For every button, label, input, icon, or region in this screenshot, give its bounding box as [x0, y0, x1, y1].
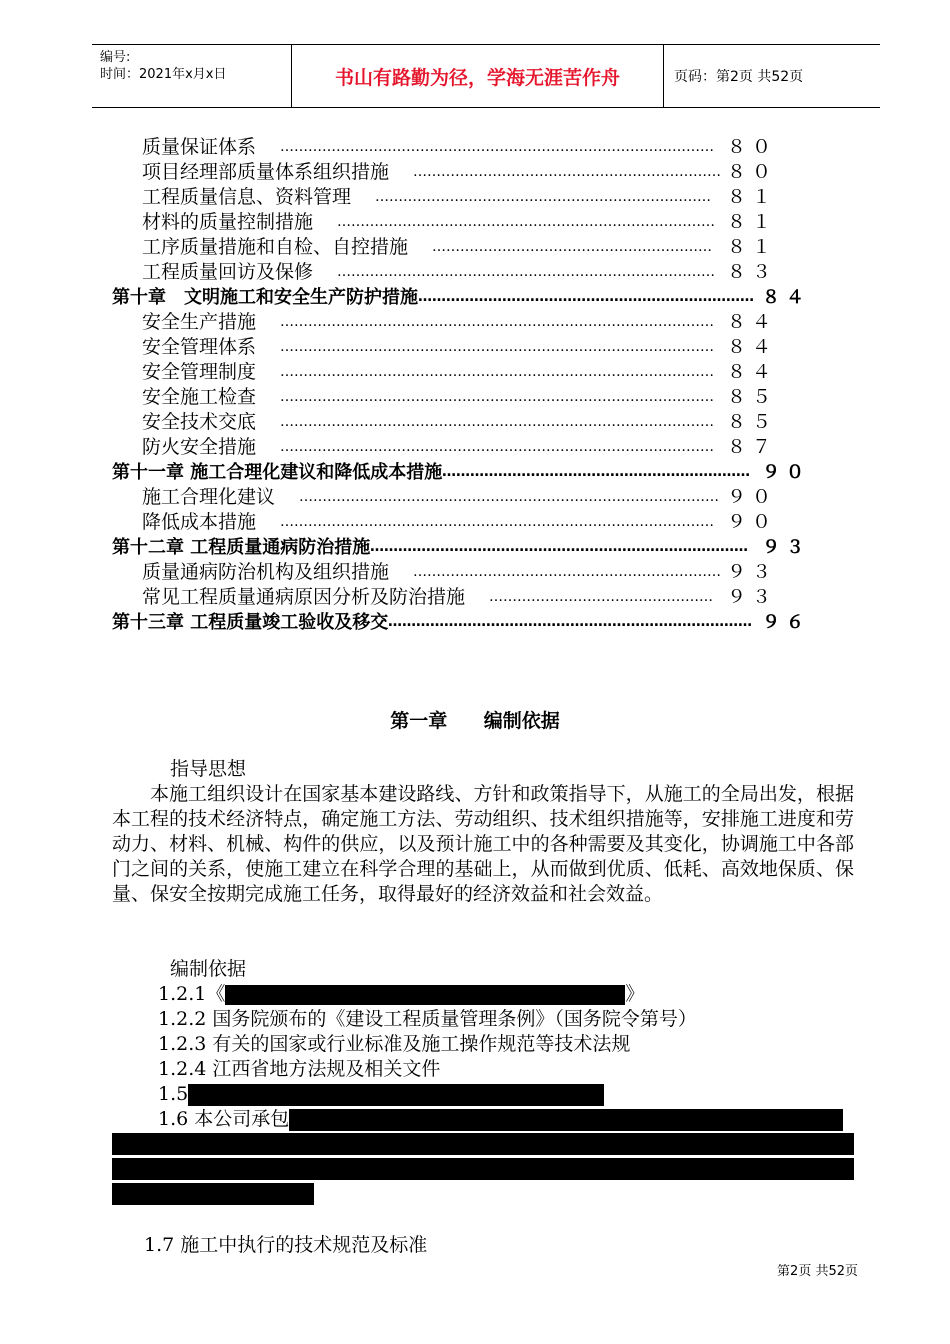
chapter-title: 第一章 编制依据 [390, 710, 560, 732]
toc-entry-page: ８１ [727, 186, 778, 208]
toc-entry [112, 510, 832, 535]
redaction-block [112, 1183, 314, 1205]
toc-entry [112, 260, 832, 285]
toc-entry [112, 285, 832, 310]
toc-leader-dots: ………………………………………………………………………………… [280, 139, 714, 155]
toc-entry-page: ９６ [762, 612, 810, 633]
header-motto: 书山有路勤为径，学海无涯苦作舟 [292, 45, 664, 107]
guiding-heading [112, 757, 854, 782]
basis-item-6 [112, 1107, 854, 1132]
page-header [92, 44, 880, 108]
toc-entry-page: ８４ [727, 311, 778, 333]
toc-leader-dots: ……………………………………………………………… [418, 289, 754, 305]
table-of-contents [112, 135, 832, 635]
toc-entry [112, 585, 832, 610]
basis-item-7: 1.7 施工中执行的技术规范及标准 [144, 1234, 428, 1256]
toc-entry-page: ９０ [727, 511, 778, 533]
basis-heading-text: 编制依据 [170, 958, 247, 980]
toc-entry-page: ８３ [727, 261, 778, 283]
toc-entry [112, 210, 832, 235]
toc-leader-dots: ………………………………………………………… [442, 464, 750, 480]
toc-entry-page: ８４ [727, 336, 778, 358]
toc-entry [112, 485, 832, 510]
time-label: 时间：2021年x月x日 [100, 67, 227, 82]
toc-entry-title: 第十三章 工程质量竣工验收及移交 [112, 612, 389, 633]
toc-entry [112, 435, 832, 460]
basis-item-1 [112, 982, 854, 1007]
toc-leader-dots: ………………………………………………………………………………… [280, 339, 714, 355]
page-footer: 第2页 共52页 [777, 1264, 858, 1279]
toc-entry-title: 项目经理部质量体系组织措施 [142, 161, 390, 183]
toc-entry [112, 560, 832, 585]
toc-entry-title: 常见工程质量通病原因分析及防治措施 [142, 586, 466, 608]
toc-entry-page: ９０ [762, 462, 810, 483]
basis-item-6-prefix: 1.6 本公司承包 [158, 1108, 290, 1130]
toc-entry [112, 610, 832, 635]
toc-entry [112, 385, 832, 410]
toc-leader-dots: ………………………………………………………………………………… [280, 364, 714, 380]
basis-item-4: 1.2.4 江西省地方法规及相关文件 [158, 1058, 441, 1080]
toc-entry-page: ９３ [727, 586, 778, 608]
toc-leader-dots: …………………………………………………………………… [388, 614, 752, 630]
toc-entry-title: 施工合理化建议 [142, 486, 276, 508]
toc-entry-page: ８１ [727, 211, 778, 233]
basis-item-2: 1.2.2 国务院颁布的《建设工程质量管理条例》（国务院令第号） [158, 1008, 697, 1030]
toc-entry-page: ８５ [727, 386, 778, 408]
toc-leader-dots: ……………………………………………………………………… [337, 264, 715, 280]
toc-leader-dots: ………………………………………………………………………………… [280, 389, 714, 405]
toc-entry-page: ８１ [727, 236, 778, 258]
guiding-paragraph: 本施工组织设计在国家基本建设路线、方针和政策指导下，从施工的全局出发，根据本工程的技术经济特点，确定施工方法、劳动组织、技术组织措施等，安排施工进度和劳动力、材料、机械、构件的供应，以及预计施工中的各种需要及其变化，协调施工中各部门之间的关系，使施工建立在科学合理的基础上，从而做到优质、低耗、高效地保质、保量、保安全按期完成施工任务，取得最好的经济效益和社会效益。 [112, 783, 854, 905]
toc-entry-title: 降低成本措施 [142, 511, 257, 533]
toc-leader-dots: ……………………………………………………………………… [370, 539, 748, 555]
toc-entry-page: ９３ [762, 537, 810, 558]
toc-entry-page: ８４ [762, 287, 810, 308]
redaction-block [289, 1109, 843, 1131]
redaction-block [225, 985, 625, 1005]
redaction-block [112, 1133, 854, 1155]
toc-entry-title: 第十二章 工程质量通病防治措施 [112, 537, 371, 558]
toc-entry-title: 第十一章 施工合理化建议和降低成本措施 [112, 462, 443, 483]
header-meta [92, 45, 292, 107]
toc-leader-dots: ………………………………………… [489, 589, 713, 605]
toc-entry-title: 安全管理体系 [142, 336, 257, 358]
toc-entry-page: ８４ [727, 361, 778, 383]
redaction-block [188, 1084, 604, 1106]
toc-entry-title: 防火安全措施 [142, 436, 257, 458]
toc-entry-title: 第十章 文明施工和安全生产防护措施 [112, 287, 418, 308]
toc-entry-title: 安全生产措施 [142, 311, 257, 333]
toc-entry-title: 质量通病防治机构及组织措施 [142, 561, 390, 583]
toc-leader-dots: ………………………………………………………………………………… [280, 514, 714, 530]
number-label: 编号: [100, 50, 131, 65]
toc-entry [112, 310, 832, 335]
toc-entry [112, 185, 832, 210]
header-page-info: 页码：第2页 共52页 [674, 69, 804, 85]
toc-entry-title: 工序质量措施和自检、自控措施 [142, 236, 409, 258]
toc-leader-dots: ………………………………………………………… [413, 564, 721, 580]
toc-entry-title: 工程质量信息、资料管理 [142, 186, 352, 208]
toc-entry-page: ９０ [727, 486, 778, 508]
toc-entry-page: ８０ [727, 136, 778, 158]
toc-entry [112, 360, 832, 385]
toc-entry [112, 335, 832, 360]
toc-leader-dots: ………………………………………………………… [413, 164, 721, 180]
toc-entry-page: ９３ [727, 561, 778, 583]
basis-item-1-suffix: 》 [625, 983, 645, 1005]
toc-leader-dots: ………………………………………………………………………………… [280, 439, 714, 455]
toc-entry-title: 质量保证体系 [142, 136, 257, 158]
toc-entry-page: ８５ [727, 411, 778, 433]
toc-entry [112, 235, 832, 260]
toc-entry-title: 材料的质量控制措施 [142, 211, 314, 233]
basis-heading [112, 957, 854, 982]
toc-leader-dots: ……………………………………………………………………………… [299, 489, 719, 505]
toc-entry [112, 135, 832, 160]
basis-item-1-prefix: 1.2.1《 [158, 983, 226, 1005]
toc-entry-title: 安全施工检查 [142, 386, 257, 408]
toc-entry [112, 410, 832, 435]
toc-leader-dots: ………………………………………………………………………………… [280, 414, 714, 430]
toc-entry-title: 工程质量回访及保修 [142, 261, 314, 283]
toc-leader-dots: …………………………………………………… [432, 239, 712, 255]
basis-item-5 [112, 1082, 854, 1107]
toc-entry-title: 安全管理制度 [142, 361, 257, 383]
toc-entry [112, 535, 832, 560]
guiding-heading-text: 指导思想 [170, 758, 247, 780]
redaction-block [112, 1158, 854, 1180]
toc-entry-title: 安全技术交底 [142, 411, 257, 433]
toc-entry [112, 160, 832, 185]
toc-leader-dots: ………………………………………………………………………………… [280, 314, 714, 330]
toc-entry-page: ８０ [727, 161, 778, 183]
toc-entry-page: ８７ [727, 436, 778, 458]
toc-entry [112, 460, 832, 485]
basis-item-3: 1.2.3 有关的国家或行业标准及施工操作规范等技术法规 [158, 1033, 631, 1055]
toc-leader-dots: ……………………………………………………………………… [337, 214, 715, 230]
basis-item-5-prefix: 1.5 [158, 1083, 189, 1105]
toc-leader-dots: ……………………………………………………………… [375, 189, 711, 205]
